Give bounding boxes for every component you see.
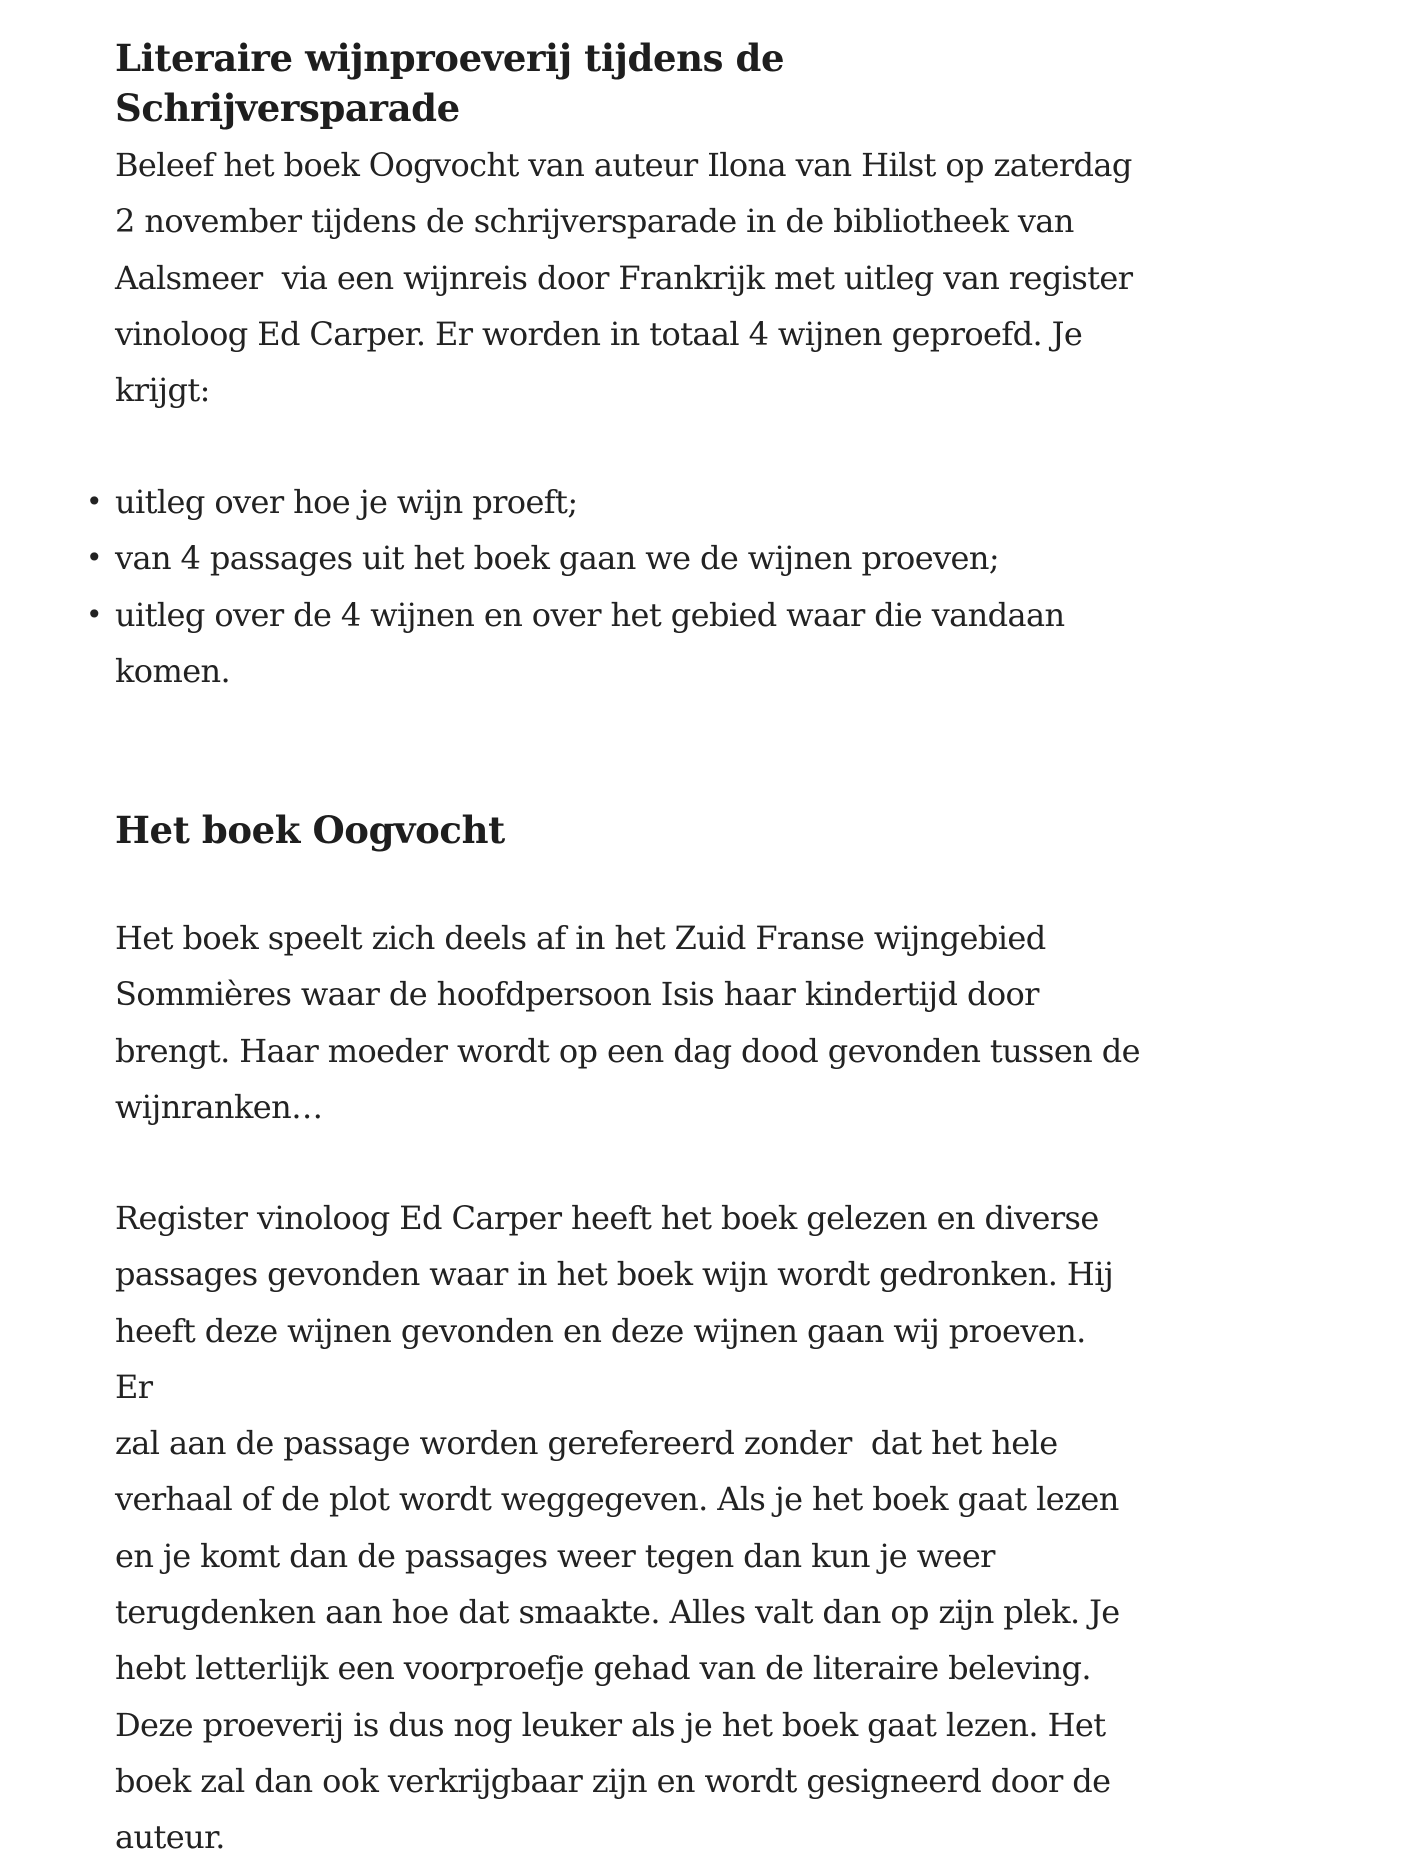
text-line: Sommières waar de hoofdpersoon Isis haar kindertijd door <box>115 975 1039 1014</box>
bullet-list <box>86 474 1065 699</box>
text-line: heeft deze wijnen gevonden en deze wijnen gaan wij proeven. Er <box>115 1311 1105 1406</box>
text-line: 2 november tijdens de schrijversparade in de bibliotheek van <box>115 202 1074 241</box>
list-item: • uitleg over de 4 wijnen en over het gebied waar die vandaan komen. <box>115 587 1065 700</box>
text-line: Beleef het boek Oogvocht van auteur Ilona van Hilst op zaterdag <box>115 146 1132 184</box>
text-line: wijnranken… <box>115 1087 323 1126</box>
bullet-icon: • <box>86 597 102 631</box>
text-line: en je komt dan de passages weer tegen dan kun je weer <box>115 1536 995 1575</box>
book-paragraph <box>115 910 1140 1135</box>
intro-paragraph <box>115 137 1132 418</box>
text-line: Het boek speelt zich deels af in het Zuid Franse wijngebied <box>115 919 1046 957</box>
text-line: Aalsmeer via een wijnreis door Frankrijk met uitleg van register <box>115 258 1133 297</box>
text-line: brengt. Haar moeder wordt op een dag dood gevonden tussen de <box>115 1031 1140 1070</box>
text-line: passages gevonden waar in het boek wijn wordt gedronken. Hij <box>115 1255 1114 1294</box>
section-title-boek: Het boek Oogvocht <box>115 808 505 852</box>
text-line: krijgt: <box>115 371 210 410</box>
section-title-wijnproeverij: Literaire wijnproeverij tijdens de Schrijversparade <box>115 36 785 130</box>
text-line: terugdenken aan hoe dat smaakte. Alles valt dan op zijn plek. Je <box>115 1593 1120 1632</box>
text-line: verhaal of de plot wordt weggegeven. Als je het boek gaat lezen <box>115 1480 1119 1519</box>
text-line: hebt letterlijk een voorproefje gehad van de literaire beleving. <box>115 1649 1091 1688</box>
text-line: Register vinoloog Ed Carper heeft het boek gelezen en diverse <box>115 1199 1099 1237</box>
list-item: • van 4 passages uit het boek gaan we de wijnen proeven; <box>115 530 1065 586</box>
text-line: zal aan de passage worden gerefereerd zonder dat het hele <box>115 1424 1058 1463</box>
register-paragraph <box>115 1190 1140 1866</box>
bullet-icon: • <box>86 541 102 575</box>
list-item: • uitleg over hoe je wijn proeft; <box>115 474 1065 530</box>
bullet-icon: • <box>86 485 102 518</box>
text-line: Deze proeverij is dus nog leuker als je het boek gaat lezen. Het <box>115 1705 1106 1744</box>
text-line: boek zal dan ook verkrijgbaar zijn en wordt gesigneerd door de <box>115 1761 1111 1800</box>
text-line: vinoloog Ed Carper. Er worden in totaal 4 wijnen geproefd. Je <box>115 314 1083 353</box>
text-line: auteur. <box>115 1818 225 1857</box>
